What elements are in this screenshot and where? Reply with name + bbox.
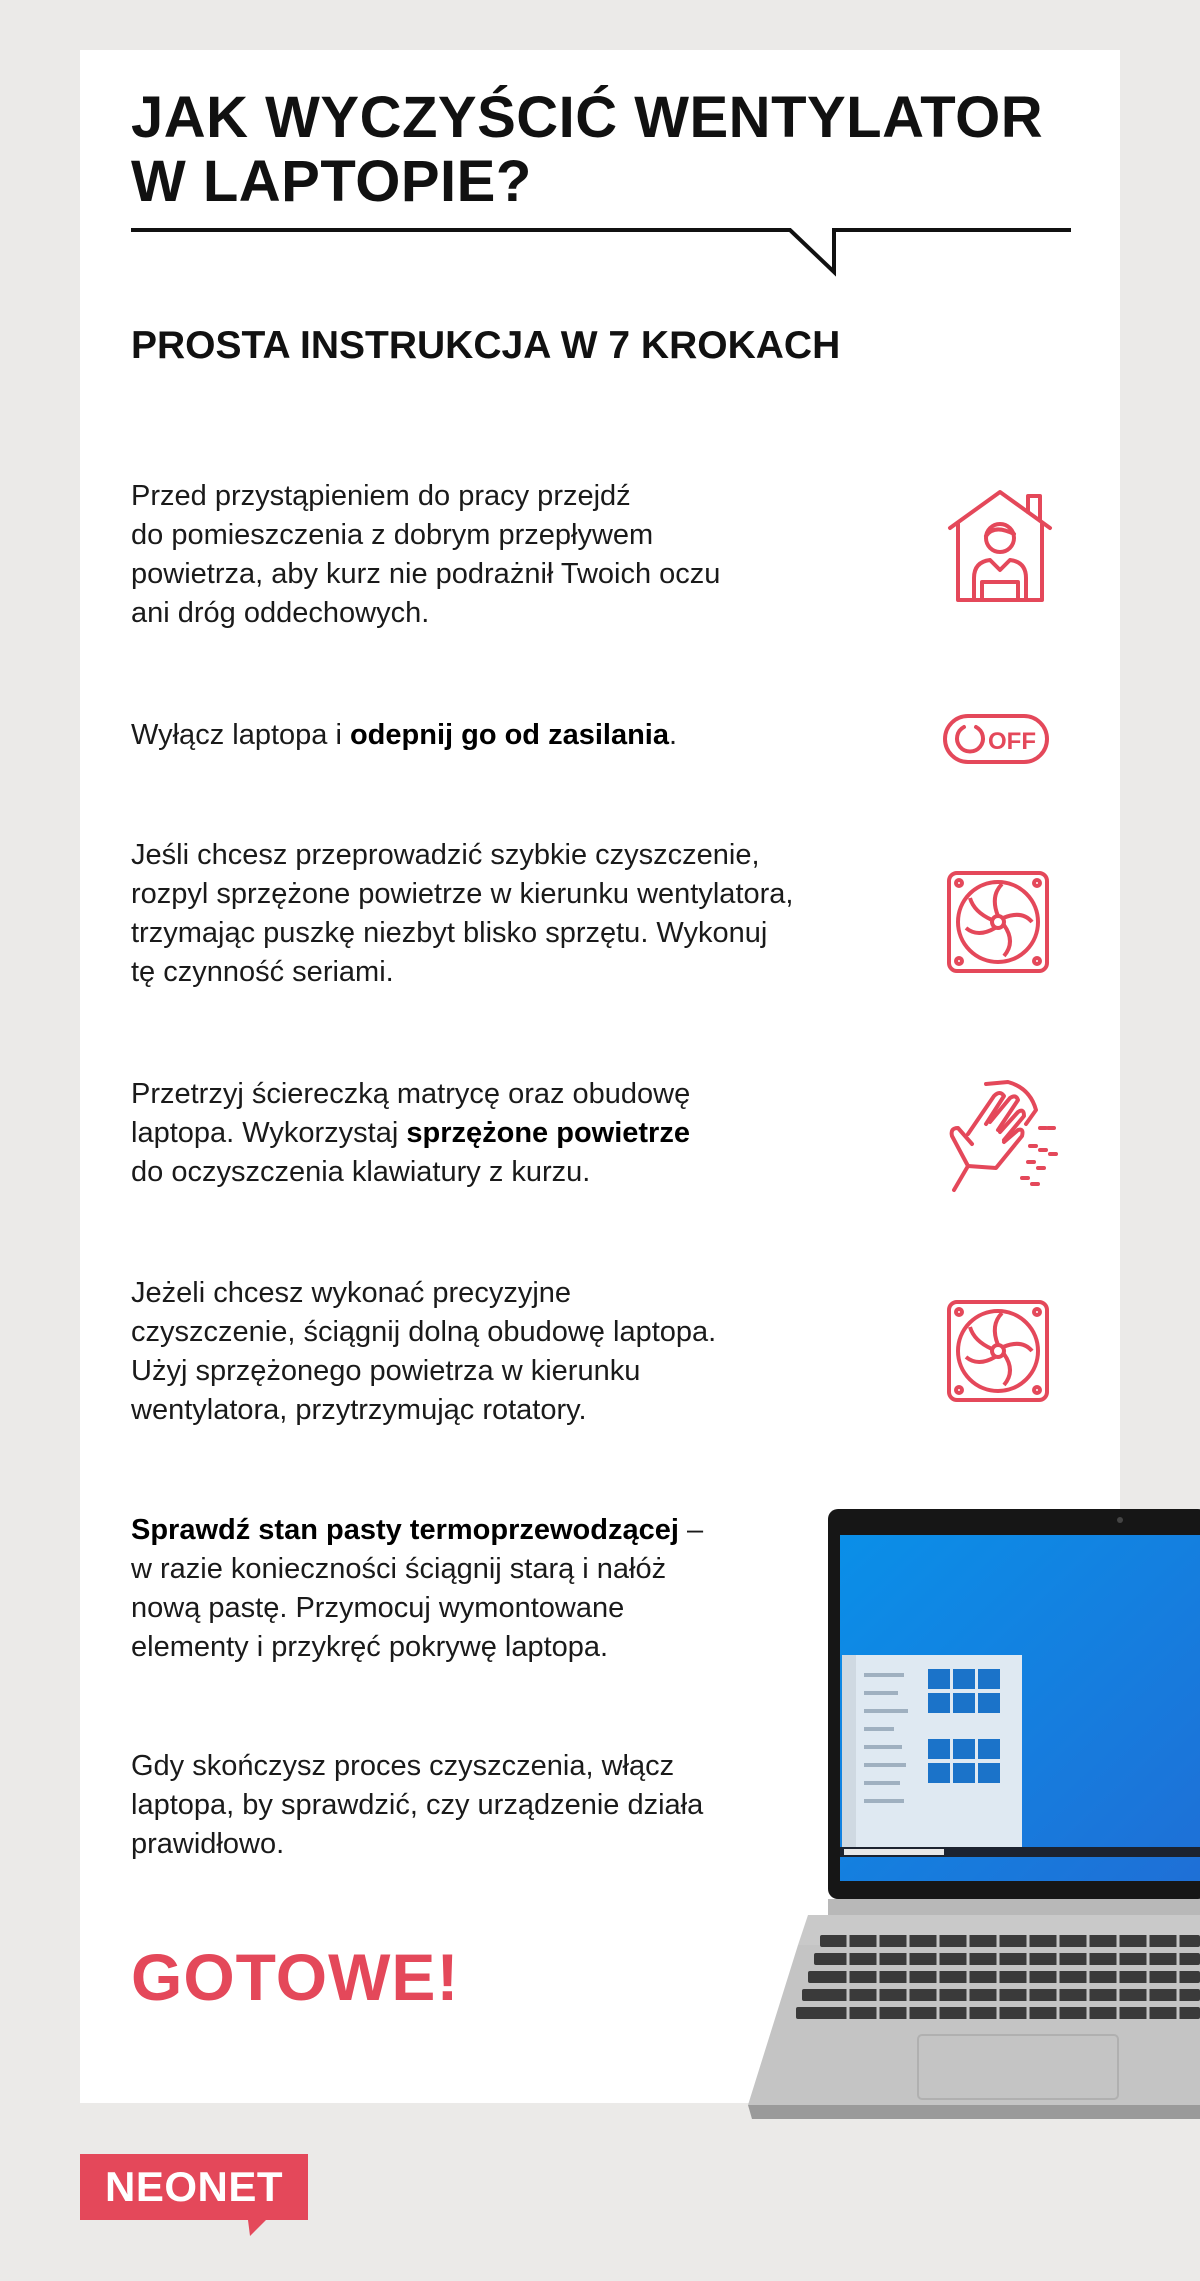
fan-icon: [946, 1299, 1050, 1403]
step-2-bold: odepnij go od zasilania: [349, 719, 669, 751]
step-6-line: elementy i przykręć pokrywę laptopa.: [131, 1631, 609, 1663]
step-7-line: Gdy skończysz proces czyszczenia, włącz: [131, 1750, 675, 1782]
step-5-line: czyszczenie, ściągnij dolną obudowę laptopa.: [131, 1316, 717, 1348]
step-1-line: powietrza, aby kurz nie podrażnił Twoich oczu: [131, 558, 721, 590]
step-5-text: [131, 1274, 891, 1430]
subtitle: PROSTA INSTRUKCJA W 7 KROKACH: [131, 324, 841, 367]
step-2-text-before: Wyłącz laptopa i: [131, 719, 350, 751]
step-6-text: [131, 1511, 771, 1667]
step-4-text: [131, 1075, 891, 1192]
step-6-bold: Sprawdź stan pasty termoprzewodzącej: [131, 1514, 679, 1546]
neonet-logo: [80, 2154, 308, 2230]
page-title: [131, 86, 1091, 214]
house-person-icon: [944, 486, 1060, 606]
step-4-line: do oczyszczenia klawiatury z kurzu.: [131, 1156, 591, 1188]
step-4-bold: sprzężone powietrze: [406, 1117, 690, 1149]
speech-bubble-rule: [131, 222, 1074, 282]
step-6-line: [131, 1511, 771, 1550]
step-6-line: nową pastę. Przymocuj wymontowane: [131, 1592, 625, 1624]
step-2-text: [131, 716, 891, 755]
step-7-line: prawidłowo.: [131, 1828, 285, 1860]
step-4-line: [131, 1114, 891, 1153]
logo-text: NEONET: [104, 2163, 283, 2210]
step-4-line: Przetrzyj ściereczką matrycę oraz obudowę: [131, 1078, 691, 1110]
hand-wiping-icon: [938, 1078, 1062, 1196]
toggle-label: OFF: [988, 728, 1036, 755]
step-3-line: Jeśli chcesz przeprowadzić szybkie czyszczenie,: [131, 839, 760, 871]
step-5-line: wentylatora, przytrzymując rotatory.: [131, 1394, 587, 1426]
step-1-line: do pomieszczenia z dobrym przepływem: [131, 519, 654, 551]
step-1-line: ani dróg oddechowych.: [131, 597, 430, 629]
step-5-line: Użyj sprzężonego powietrza w kierunku: [131, 1355, 641, 1387]
step-5-line: Jeżeli chcesz wykonać precyzyjne: [131, 1277, 572, 1309]
fan-icon: [946, 870, 1050, 974]
step-6-dash: –: [678, 1514, 704, 1546]
title-line-2: W LAPTOPIE?: [131, 149, 532, 214]
step-2-text-after: .: [668, 719, 678, 751]
laptop-image: [748, 1505, 1200, 2125]
step-1-text: [131, 477, 891, 633]
step-1-line: Przed przystąpieniem do pracy przejdź: [131, 480, 631, 512]
step-7-text: [131, 1747, 771, 1864]
power-off-toggle-icon: [942, 713, 1050, 765]
step-4-text-before: laptopa. Wykorzystaj: [131, 1117, 407, 1149]
step-3-line: tę czynność seriami.: [131, 956, 394, 988]
step-3-line: rozpyl sprzężone powietrze w kierunku wentylatora,: [131, 878, 794, 910]
done-heading: GOTOWE!: [131, 1940, 460, 2014]
step-6-line: w razie konieczności ściągnij starą i nałóż: [131, 1553, 667, 1585]
title-line-1: JAK WYCZYŚCIĆ WENTYLATOR: [131, 85, 1044, 150]
step-3-text: [131, 836, 891, 992]
step-3-line: trzymając puszkę niezbyt blisko sprzętu. Wykonuj: [131, 917, 768, 949]
step-7-line: laptopa, by sprawdzić, czy urządzenie działa: [131, 1789, 704, 1821]
